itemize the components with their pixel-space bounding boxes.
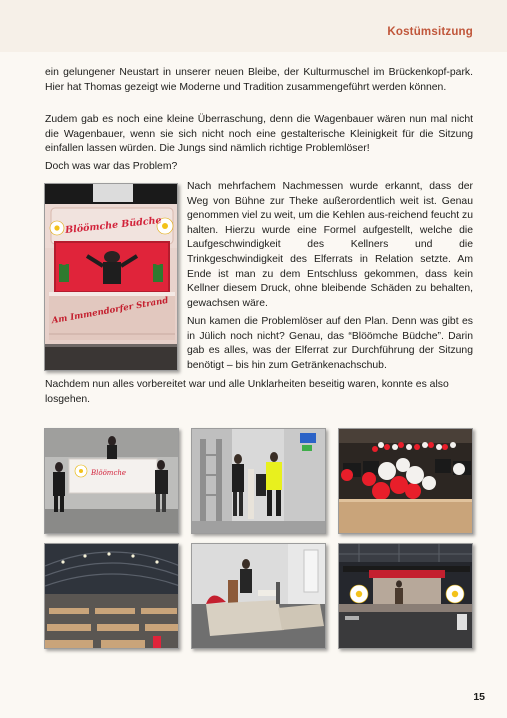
banner-text: Blöömche — [91, 469, 127, 477]
stage-illustration — [339, 544, 473, 649]
hall-illustration — [45, 544, 179, 649]
paragraph-ready: Nachdem nun alles vorbereitet war und alle Unklarheiten beseitig waren, konnte es also losgehen. — [45, 379, 449, 405]
page-number: 15 — [473, 691, 485, 703]
workers-illustration — [192, 429, 326, 534]
gallery-photo-workers — [191, 428, 326, 534]
booth-sign-top: Blöömche Büdche — [64, 214, 163, 237]
paragraph-surprise: Zudem gab es noch eine kleine Überraschung, denn die Wagenbauer wären nun mal nicht die Wagenbauer, wenn sie sich nicht noch eine gestalterische Kleinigkeit für die Sitzung einfallen lassen würden. Die Jungs sind nämlich richtige Problemlöser! — [45, 114, 473, 155]
paragraph-intro: ein gelungener Neustart in unserer neuen Bleibe, der Kulturmuschel im Brückenkopf-park. Hier hat Thomas gezeigt wie Moderne und Tradition zusammengeführt werden können. — [45, 67, 473, 93]
stage-setup-illustration — [192, 544, 326, 649]
gallery-photo-hall — [44, 543, 179, 649]
section-title: Kostümsitzung — [387, 26, 473, 38]
gallery-photo-balloons — [338, 428, 473, 534]
paragraph-solution: Nun kamen die Problemlöser auf den Plan. Denn was gibt es in Jülich noch nicht? Genau, das “Blöömche Büdche”. Darin gab es alles, was der Elferrat zur Durchführung der Sitzung benötigt – bis hin zum Getränkenachschub. — [187, 316, 473, 371]
balloons-illustration — [339, 429, 473, 534]
booth-sign-bottom: Am Immendorfer Strand — [51, 295, 170, 327]
gallery-photo-stage — [338, 543, 473, 649]
banner-illustration — [45, 429, 179, 534]
paragraph-measurement: Nach mehrfachem Nachmessen wurde erkannt, dass der Weg von Bühne zur Theke außerordentlich weit ist. Genau genommen viel zu weit, um die Kehlen aus-reichend feucht zu halten. Hierzu wurde eine Formel aufgestellt, welche die Laufgeschwindigkeit des Kellners und die Trinkgeschwindigkeit des Elferrats in Relation setzte. Am Ende ist man zu dem Entschluss gekommen, dass kein Kellner diesem Druck, ohne bleibende Schäden zu behalten, gewachsen wäre. — [187, 181, 473, 309]
gallery-photo-banner — [44, 428, 179, 534]
paragraph-question: Doch was war das Problem? — [45, 161, 178, 172]
gallery-photo-stage-setup — [191, 543, 326, 649]
booth-illustration — [45, 184, 178, 371]
booth-photo — [44, 183, 178, 371]
